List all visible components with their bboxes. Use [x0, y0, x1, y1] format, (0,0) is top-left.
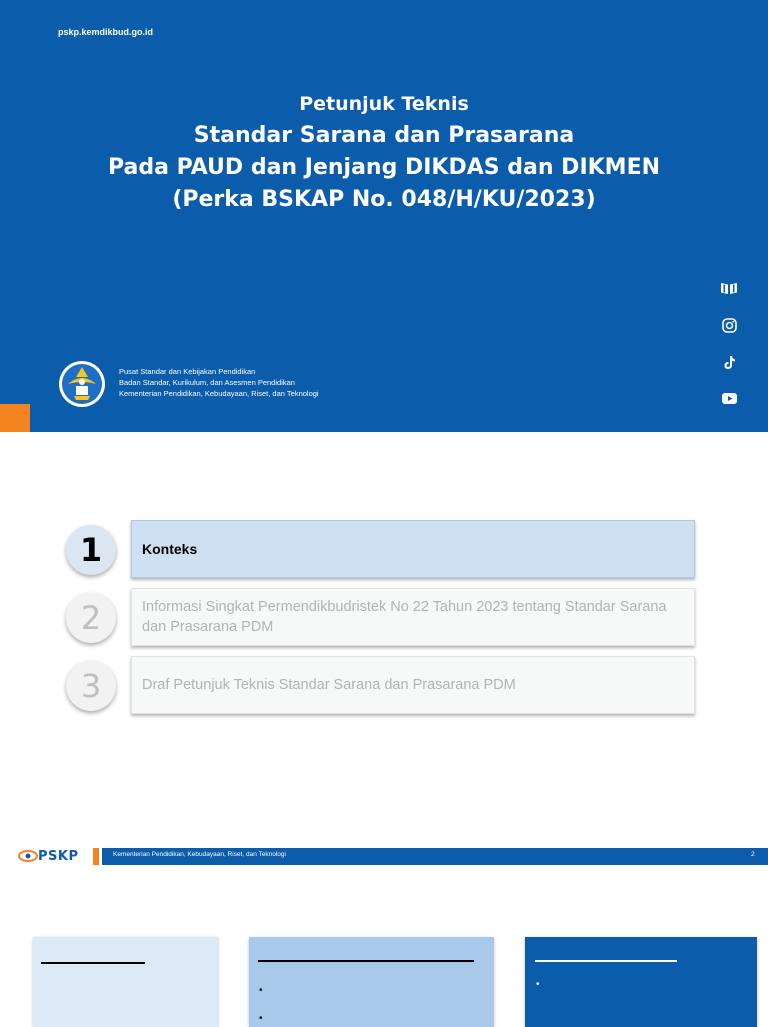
orange-accent-tab — [0, 404, 30, 432]
agenda-item-2[interactable] — [131, 588, 695, 646]
institution-info — [119, 366, 319, 399]
card-3-heading-line — [535, 960, 677, 962]
pskp-logo-text: PSKP — [38, 848, 79, 864]
content-card-1 — [33, 937, 218, 1027]
institution-line-3: Kementerian Pendidikan, Kebudayaan, Riset, dan Teknologi — [119, 389, 319, 398]
content-card-3 — [525, 937, 757, 1027]
page-number: 2 — [751, 851, 755, 858]
content-card-2 — [249, 937, 494, 1027]
title-line-4: (Perka BSKAP No. 048/H/KU/2023) — [172, 187, 596, 212]
agenda-item-3[interactable] — [131, 656, 695, 714]
slide-title — [0, 88, 768, 216]
youtube-icon[interactable] — [720, 390, 738, 406]
title-line-3: Pada PAUD dan Jenjang DIKDAS dan DIKMEN — [107, 155, 661, 180]
title-line-2: Standar Sarana dan Prasarana — [193, 123, 575, 148]
institution-line-2: Badan Standar, Kurikulum, dan Asesmen Pendidikan — [119, 378, 295, 387]
agenda-item-2-text: Informasi Singkat Permendikbudristek No 22 Tahun 2023 tentang Standar Sarana dan Prasarana PDM — [142, 599, 667, 635]
title-line-1: Petunjuk Teknis — [299, 93, 469, 115]
ministry-logo — [58, 360, 106, 408]
agenda-number-3: 3 — [66, 661, 116, 711]
pskp-emblem-icon — [18, 850, 38, 862]
footer-orange-marker — [93, 848, 99, 865]
agenda-item-3-text: Draf Petunjuk Teknis Standar Sarana dan Prasarana PDM — [142, 677, 516, 693]
card-3-bullet-1: • — [536, 979, 540, 990]
agenda-number-1: 1 — [66, 525, 116, 575]
title-slide — [0, 0, 768, 432]
agenda-slide — [0, 432, 768, 864]
agenda-number-2: 2 — [66, 593, 116, 643]
site-url: pskp.kemdikbud.go.id — [58, 27, 154, 37]
agenda-item-1-text: Konteks — [142, 541, 198, 557]
instagram-icon[interactable] — [720, 317, 738, 333]
card-1-heading-line — [41, 962, 145, 964]
card-2-bullet-1: • — [259, 985, 263, 996]
tiktok-icon[interactable] — [720, 354, 738, 370]
footer-ministry-text: Kementerian Pendidikan, Kebudayaan, Riset, dan Teknologi — [113, 851, 286, 858]
card-2-bullet-2: • — [259, 1013, 263, 1024]
book-icon[interactable] — [720, 280, 738, 296]
card-2-heading-line — [258, 960, 474, 962]
institution-line-1: Pusat Standar dan Kebijakan Pendidikan — [119, 367, 256, 376]
pskp-logo — [18, 848, 79, 864]
agenda-item-1[interactable] — [131, 520, 695, 578]
